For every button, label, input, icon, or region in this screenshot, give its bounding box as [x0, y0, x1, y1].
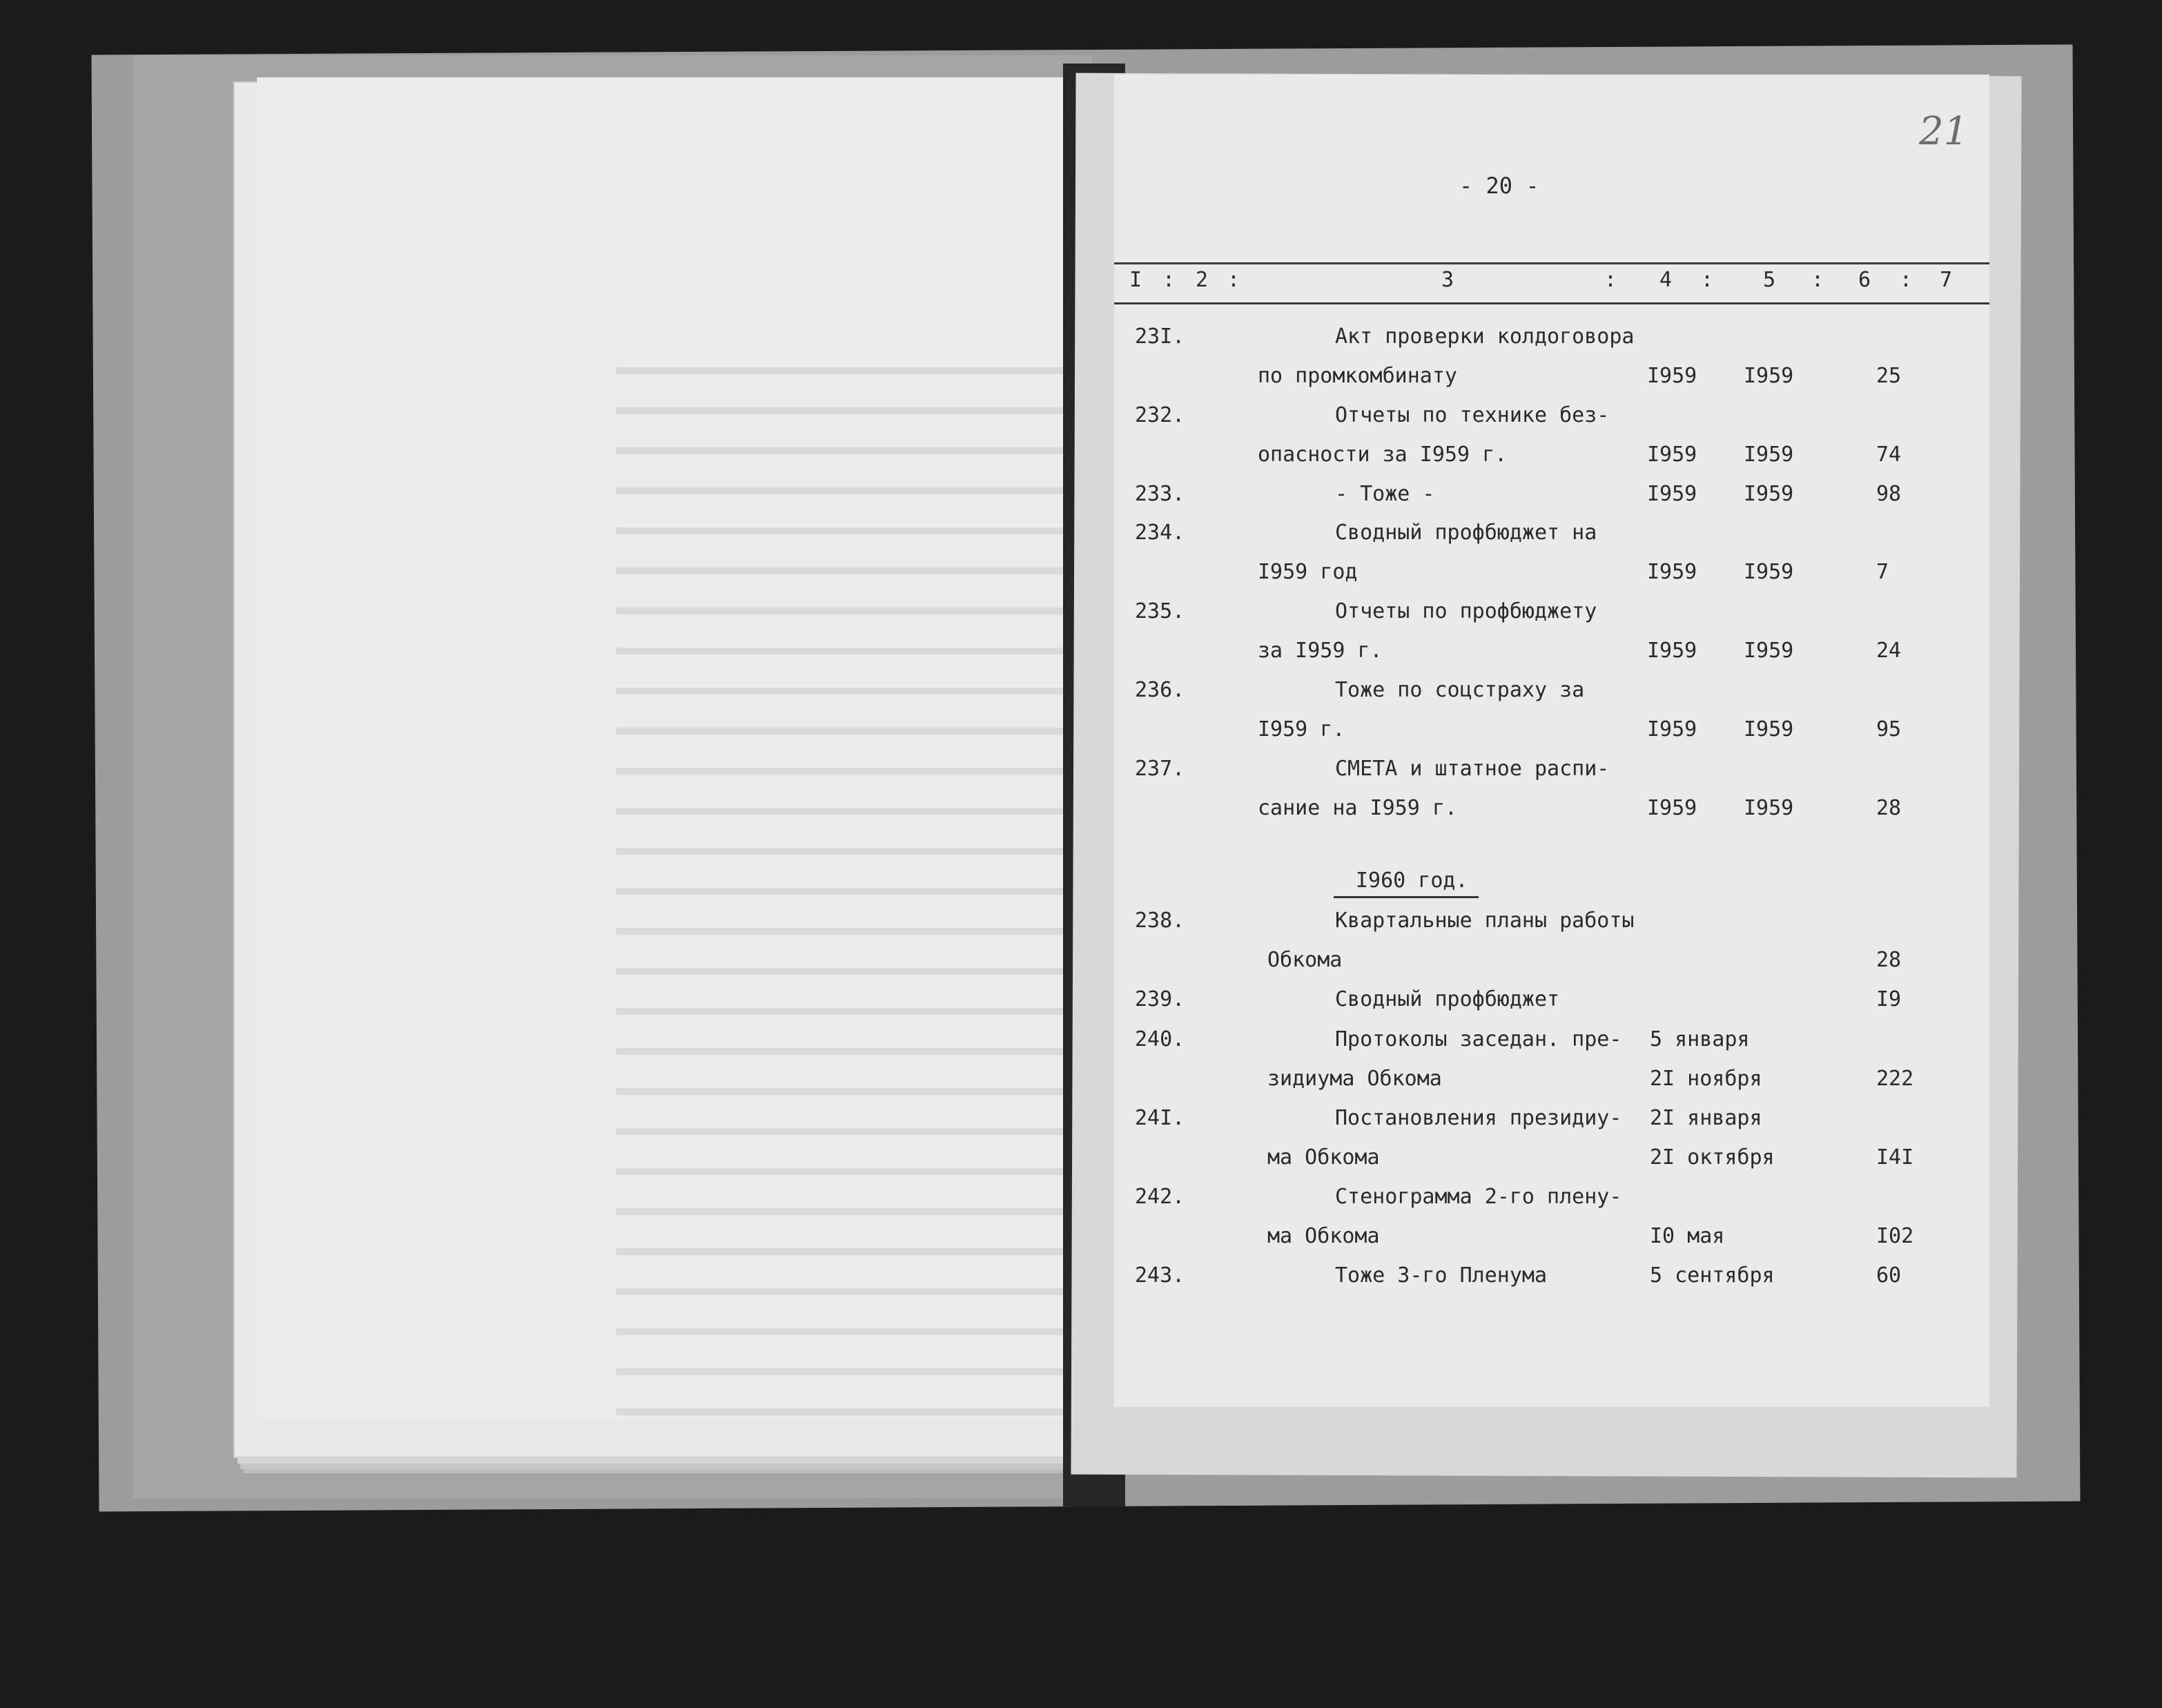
row-sheet-count: I4I [1876, 1145, 1914, 1170]
row-start-date: 2I января [1650, 1106, 1762, 1130]
row-start-year: I959 [1647, 717, 1697, 741]
row-title-line-1: - Тоже - [1335, 482, 1435, 506]
row-number: 236. [1135, 678, 1185, 702]
row-start-year: I959 [1647, 639, 1697, 663]
column-separator: : [1900, 268, 1913, 292]
row-number: 237. [1135, 757, 1185, 781]
row-number: 243. [1135, 1263, 1185, 1288]
row-end-year: I959 [1744, 364, 1794, 388]
row-title-line-1: Сводный профбюджет на [1335, 521, 1597, 545]
row-number: 239. [1135, 987, 1185, 1011]
row-sheet-count: I02 [1876, 1224, 1914, 1248]
row-title-line-1: Отчеты по технике без- [1335, 403, 1610, 427]
column-separator: : [1811, 268, 1824, 292]
section-underline [1334, 896, 1479, 898]
row-title-line-2: сание на I959 г. [1258, 796, 1457, 820]
left-page-blank [257, 77, 1106, 1420]
row-number: 240. [1135, 1027, 1185, 1051]
row-sheet-count: I9 [1876, 987, 1902, 1011]
header-rule-bottom [1114, 302, 1989, 304]
row-end-year: I959 [1744, 639, 1794, 663]
row-number: 23I. [1135, 324, 1185, 349]
row-number: 24I. [1135, 1106, 1185, 1130]
section-heading: I960 год. [1356, 868, 1468, 893]
row-title-line-1: Постановления президиу- [1335, 1106, 1622, 1130]
row-end-year: I959 [1744, 482, 1794, 506]
row-sheet-count: 7 [1876, 560, 1889, 584]
row-number: 235. [1135, 599, 1185, 623]
row-title-line-1: Тоже 3-го Пленума [1335, 1263, 1548, 1288]
row-title-line-1: СМЕТА и штатное распи- [1335, 757, 1610, 781]
row-start-year: I959 [1647, 364, 1697, 388]
row-title-line-2: I959 г. [1258, 717, 1345, 741]
row-end-year: I959 [1744, 443, 1794, 467]
row-title-line-1: Стенограмма 2-го плену- [1335, 1185, 1622, 1209]
row-end-date: 2I ноября [1650, 1067, 1762, 1091]
column-separator: : [1701, 268, 1714, 292]
row-sheet-count: 24 [1876, 639, 1902, 663]
row-number: 232. [1135, 403, 1185, 427]
row-title-line-2: Обкома [1267, 948, 1343, 972]
row-start-year: I959 [1647, 443, 1697, 467]
column-header: 2 [1196, 268, 1209, 292]
row-sheet-count: 98 [1876, 482, 1902, 506]
row-number: 233. [1135, 482, 1185, 506]
column-header: 4 [1659, 268, 1673, 292]
row-sheet-count: 28 [1876, 796, 1902, 820]
row-title-line-1: Акт проверки колдоговора [1335, 324, 1635, 349]
row-sheet-count: 95 [1876, 717, 1902, 741]
row-start-year: I959 [1647, 560, 1697, 584]
row-title-line-1: Квартальные планы работы [1335, 909, 1635, 933]
row-title-line-1: Тоже по соцстраху за [1335, 678, 1585, 702]
row-title-line-2: опасности за I959 г. [1258, 443, 1508, 467]
row-sheet-count: 28 [1876, 948, 1902, 972]
row-title-line-2: зидиума Обкома [1267, 1067, 1442, 1091]
row-sheet-count: 25 [1876, 364, 1902, 388]
row-start-year: I959 [1647, 796, 1697, 820]
row-title-line-1: Протоколы заседан. пре- [1335, 1027, 1622, 1051]
column-header: 6 [1858, 268, 1871, 292]
row-end-year: I959 [1744, 717, 1794, 741]
page-number: - 20 - [1459, 173, 1539, 199]
column-separator: : [1227, 268, 1240, 292]
row-title-line-2: за I959 г. [1258, 639, 1383, 663]
row-number: 234. [1135, 521, 1185, 545]
right-page [1114, 75, 1989, 1407]
row-number: 238. [1135, 909, 1185, 933]
column-header: I [1129, 268, 1142, 292]
row-sheet-count: 60 [1876, 1263, 1902, 1288]
row-title-line-2: ма Обкома [1267, 1224, 1380, 1248]
row-title-line-2: по промкомбинату [1258, 364, 1457, 388]
row-title-line-2: I959 год [1258, 560, 1358, 584]
handwritten-folio: 21 [1919, 109, 1969, 154]
row-end-date: I0 мая [1650, 1224, 1725, 1248]
row-title-line-2: ма Обкома [1267, 1145, 1380, 1170]
row-title-line-1: Сводный профбюджет [1335, 987, 1560, 1011]
row-sheet-count: 74 [1876, 443, 1902, 467]
row-end-year: I959 [1744, 796, 1794, 820]
row-end-year: I959 [1744, 560, 1794, 584]
column-header: 5 [1763, 268, 1776, 292]
row-end-date: 2I октября [1650, 1145, 1775, 1170]
row-number: 242. [1135, 1185, 1185, 1209]
column-header: 7 [1940, 268, 1953, 292]
row-sheet-count: 222 [1876, 1067, 1914, 1091]
header-rule-top [1114, 262, 1989, 264]
row-title-line-1: Отчеты по профбюджету [1335, 599, 1597, 623]
column-header: 3 [1441, 268, 1454, 292]
column-separator: : [1162, 268, 1176, 292]
row-start-date: 5 января [1650, 1027, 1750, 1051]
column-separator: : [1604, 268, 1617, 292]
row-start-date: 5 сентября [1650, 1263, 1775, 1288]
row-start-year: I959 [1647, 482, 1697, 506]
